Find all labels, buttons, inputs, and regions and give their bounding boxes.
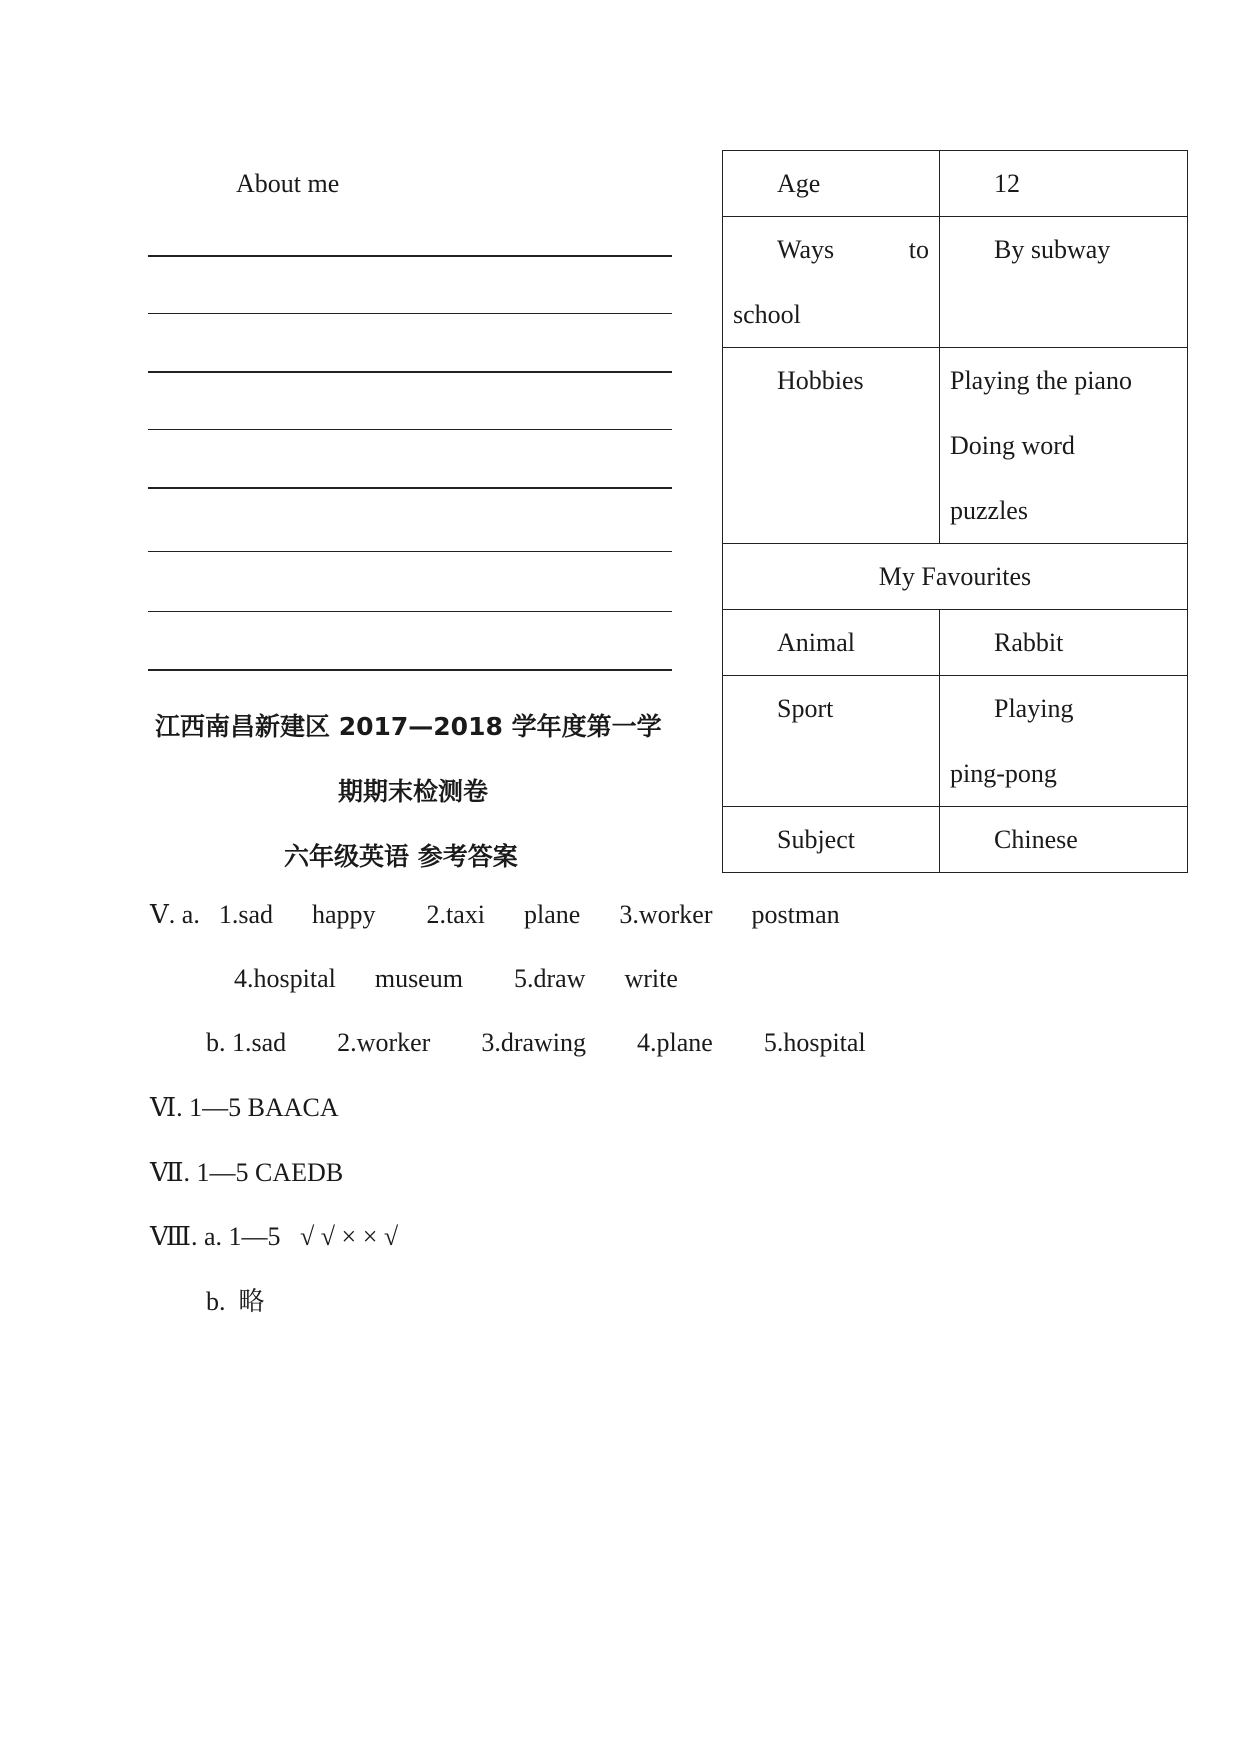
exam-subtitle: 六年级英语 参考答案 [284,842,518,871]
school-label-word: school [733,300,801,329]
answer-viii-b: b. 略 [206,1287,265,1316]
section-v-prefix: Ⅴ. a. [150,900,200,929]
answer-item: 3.drawing [481,1028,587,1057]
exam-title-line-2: 期期末检测卷 [338,777,489,806]
subject-value: Chinese [994,825,1078,854]
writing-line-4 [148,429,672,430]
answer-v-a-line-1 [150,900,840,930]
answer-item: 2.worker [337,1028,431,1057]
favourites-heading: My Favourites [878,562,1032,591]
table-row [723,544,1188,610]
table-row [723,217,1188,348]
answer-item: museum [374,964,463,993]
sport-label: Sport [777,694,834,723]
answer-item: 3.worker [619,900,713,929]
animal-value: Rabbit [994,628,1064,657]
writing-line-1 [148,255,672,257]
answer-item: happy [312,900,376,929]
subject-label: Subject [777,825,855,854]
hobby-line-2: Doing word [950,431,1075,460]
table-row [723,807,1188,873]
writing-line-8 [148,669,672,671]
writing-line-6 [148,551,672,552]
exam-title-line-1: 江西南昌新建区 2017—2018 学年度第一学 [155,712,662,741]
answer-item: 2.taxi [426,900,486,929]
hobby-line-3: puzzles [950,496,1028,525]
table-row [723,348,1188,544]
answer-item: 4.hospital [234,964,336,993]
answer-v-a-line-2 [234,964,678,994]
answer-item: plane [524,900,581,929]
ways-label-word: Ways [777,235,835,264]
sport-value-line-2: ping-pong [950,759,1057,788]
profile-table [722,150,1188,873]
table-row [723,151,1188,217]
sport-value-line-1: Playing [994,694,1074,723]
answer-item: write [624,964,678,993]
hobby-line-1: Playing the piano [950,366,1132,395]
answer-item: 1.sad [218,900,273,929]
answer-vi: Ⅵ. 1—5 BAACA [150,1093,339,1122]
answer-v-b [206,1028,866,1058]
age-value: 12 [994,169,1020,198]
writing-line-5 [148,487,672,489]
ways-label-line [723,217,939,282]
answer-vii: Ⅶ. 1—5 CAEDB [150,1158,344,1187]
hobbies-label: Hobbies [777,366,864,395]
writing-line-7 [148,611,672,612]
answer-item: 5.hospital [763,1028,866,1057]
answer-viii-a: Ⅷ. a. 1—5 √ √ × × √ [150,1222,399,1251]
writing-line-3 [148,371,672,373]
answer-item: b. 1.sad [206,1028,287,1057]
animal-label: Animal [777,628,855,657]
table-row [723,610,1188,676]
answer-item: 4.plane [637,1028,713,1057]
answer-item: postman [751,900,840,929]
to-label-word: to [908,235,929,264]
answer-item: 5.draw [513,964,586,993]
ways-value: By subway [994,235,1111,264]
about-me-title: About me [236,169,340,198]
writing-line-2 [148,313,672,314]
age-label: Age [777,169,821,198]
table-row [723,676,1188,807]
